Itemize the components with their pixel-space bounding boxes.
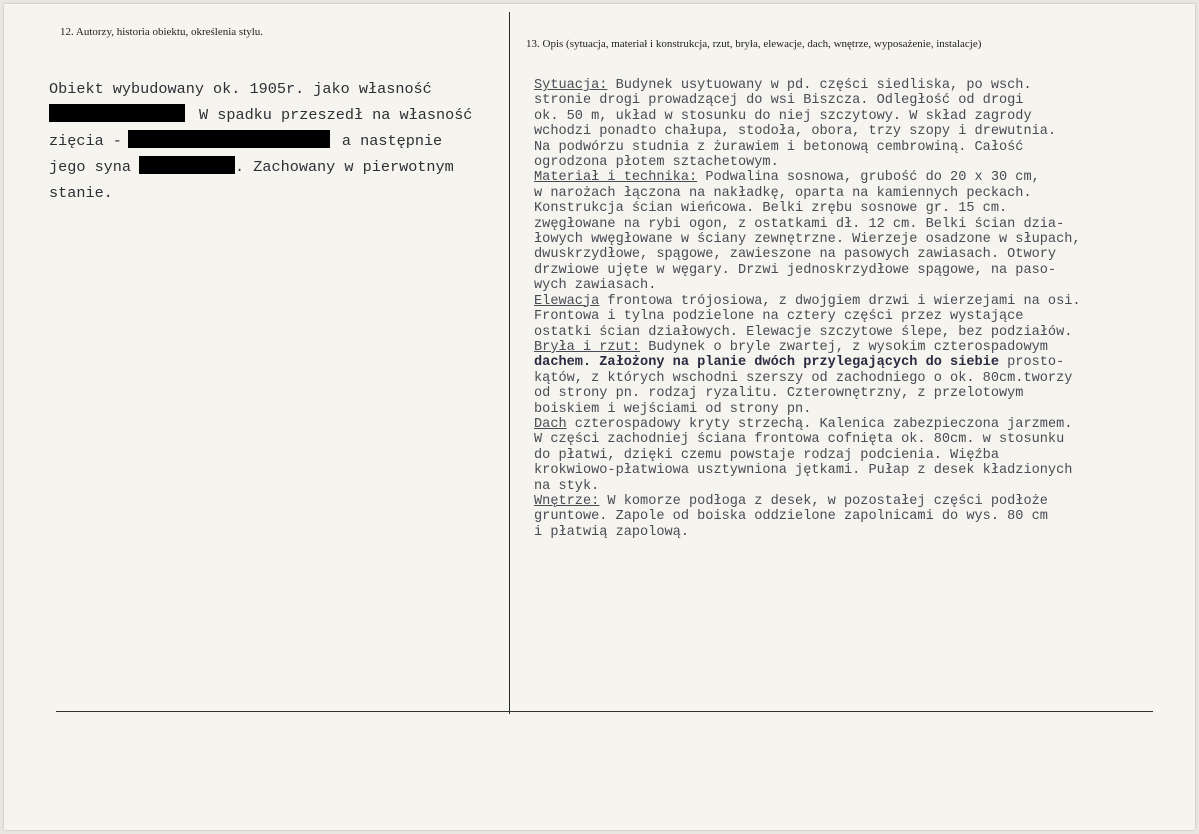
description-line: wych zawiasach. (534, 278, 657, 294)
description-line: gruntowe. Zapole od boiska oddzielone zapolnicami do wys. 80 cm (534, 509, 1048, 525)
bold-typed-text: dachem. Założony na planie dwóch przylegających do siebie (534, 355, 999, 371)
description-line: ostatki ścian działowych. Elewacje szczytowe ślepe, bez podziałów. (534, 324, 1073, 340)
description-line: dachem. Założony na planie dwóch przylegających do siebie prosto- (534, 355, 1065, 371)
redaction-bar (128, 130, 330, 148)
description-line: drzwiowe ujęte w węgary. Drzwi jednoskrzydłowe spągowe, na paso- (534, 262, 1057, 278)
description-line: ok. 50 m, układ w stosunku do niej szczytowy. W skład zagrody (534, 108, 1032, 124)
history-line: Obiekt wybudowany ok. 1905r. jako własność (49, 80, 432, 98)
description-text (534, 78, 1194, 540)
heading-sytuacja: Sytuacja: (534, 78, 608, 93)
description-line: boiskiem i wejściami od strony pn. (534, 401, 812, 417)
section-12-header: 12. Autorzy, historia obiektu, określenia stylu. (60, 26, 264, 38)
description-line: ogrodzona płotem sztachetowym. (534, 155, 779, 171)
description-line: zwęgłowane na rybi ogon, z ostatkami dł. 12 cm. Belki ścian dzia- (534, 216, 1065, 232)
description-line: W części zachodniej ściana frontowa cofnięta ok. 80cm. w stosunku (534, 432, 1065, 448)
description-line: stronie drogi prowadzącej do wsi Biszcza. Odległość od drogi (534, 93, 1024, 109)
heading-bryla: Bryła i rzut: (534, 339, 641, 355)
description-line: Sytuacja: Budynek usytuowany w pd. części siedliska, po wsch. (534, 78, 1032, 93)
description-line: łowych wwęgłowane w ściany zewnętrzne. Wierzeje osadzone w słupach, (534, 232, 1081, 248)
heading-dach: Dach (534, 416, 567, 432)
description-line: krokwiowo-płatwiowa usztywniona jętkami. Pułap z desek kładzionych (534, 463, 1073, 479)
description-line: dwuskrzydłowe, spągowe, zawieszone na pasowych zawiasach. Otwory (534, 247, 1057, 263)
description-line: do płatwi, dzięki czemu powstaje rodzaj podcienia. Więźba (534, 447, 999, 463)
column-divider (509, 12, 510, 714)
description-line: Frontowa i tylna podzielone na cztery części przez wystające (534, 309, 1024, 325)
heading-elewacja: Elewacja (534, 293, 600, 309)
history-line: W spadku przeszedł na własność (49, 102, 504, 128)
document-sheet (4, 4, 1195, 830)
description-line: Konstrukcja ścian wieńcowa. Belki zrębu sosnowe gr. 15 cm. (534, 201, 1008, 217)
heading-material: Materiał i technika: (534, 170, 698, 186)
redaction-bar (139, 156, 235, 174)
section-13-header: 13. Opis (sytuacja, materiał i konstrukcja, rzut, bryła, elewacje, dach, wnętrze, wyposażenie, instalacje) (526, 38, 982, 50)
description-line: i płatwią zapolową. (534, 524, 689, 540)
redaction-bar (49, 104, 185, 122)
description-line: wchodzi ponadto chałupa, stodoła, obora, trzy szopy i drewutnia. (534, 124, 1057, 140)
bottom-rule (56, 711, 1153, 712)
description-line: Materiał i technika: Podwalina sosnowa, grubość do 20 x 30 cm, (534, 170, 1040, 186)
description-line: w narożach łączona na nakładkę, oparta na kamiennych peckach. (534, 185, 1032, 201)
description-line: od strony pn. rodzaj ryzalitu. Czterownętrzny, z przelotowym (534, 386, 1024, 402)
description-line: Na podwórzu studnia z żurawiem i betonową cembrowiną. Całość (534, 139, 1024, 155)
description-line: Elewacja frontowa trójosiowa, z dwojgiem drzwi i wierzejami na osi. (534, 293, 1081, 309)
history-line: zięcia - a następnie (49, 132, 443, 150)
history-line: stanie. (49, 184, 113, 202)
description-line: Bryła i rzut: Budynek o bryle zwartej, z wysokim czterospadowym (534, 339, 1048, 355)
history-line: jego syna . Zachowany w pierwotnym (49, 158, 454, 176)
history-text (49, 76, 504, 206)
description-line: Dach czterospadowy kryty strzechą. Kalenica zabezpieczona jarzmem. (534, 416, 1073, 432)
description-line: na styk. (534, 478, 600, 494)
heading-wnetrze: Wnętrze: (534, 493, 600, 509)
description-line: kątów, z których wschodni szerszy od zachodniego o ok. 80cm.tworzy (534, 370, 1073, 386)
description-line: Wnętrze: W komorze podłoga z desek, w pozostałej części podłoże (534, 493, 1048, 509)
